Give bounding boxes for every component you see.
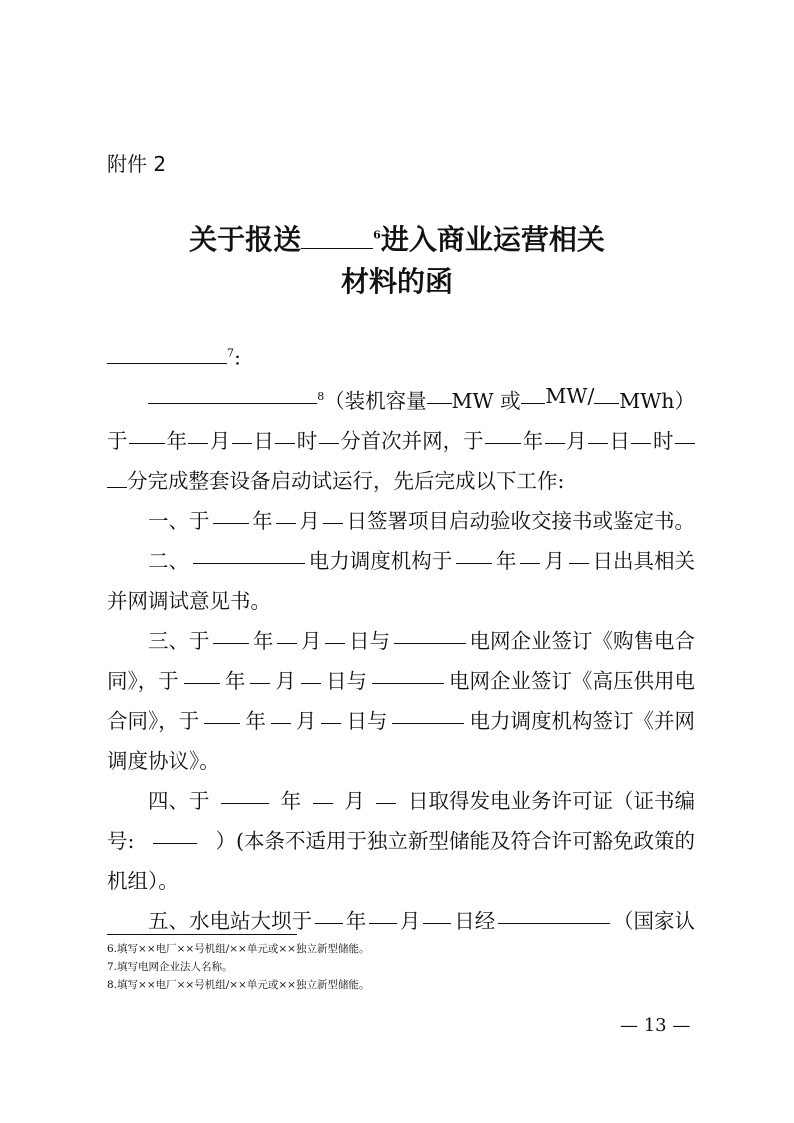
footnote-separator [107, 934, 297, 935]
page-number: — 13 — [620, 1015, 691, 1036]
item-3-cont-3: 调度协议》。 [107, 749, 220, 773]
item-3-cont-1: 同》，于 年 月 日与 电网企业签订《高压供用电 [107, 664, 695, 694]
footnote-7: 7.填写电网企业法人名称。 [107, 961, 233, 973]
item-1: 一、于 年 月 日签署项目启动验收交接书或鉴定书。 [148, 504, 695, 534]
item-3: 三、于 年 月 日与 电网企业签订《购售电合 [148, 624, 695, 654]
footnote-8: 8.填写××电厂××号机组/××单元或××独立新型储能。 [107, 979, 370, 991]
attachment-label: 附件 2 [107, 152, 167, 176]
document-title-line2: 材料的函 [340, 265, 453, 298]
item-5: 五、水电站大坝于 年 月 日经 （国家认 [148, 904, 695, 934]
body-line-1: $^8$（装机容量 MW 或 MW/ MWh） [148, 384, 695, 414]
addressee-line: $^7$: [107, 344, 695, 369]
document-title-line1: 关于报送 $^6$进入商业运营相关 [189, 223, 605, 256]
item-3-cont-2: 合同》，于 年 月 日与 电力调度机构签订《并网 [107, 704, 695, 734]
body-line-3: 分完成整套设备启动试运行，先后完成以下工作: [107, 464, 695, 494]
item-4-cont-1: 号: ）(本条不适用于独立新型储能及符合许可豁免政策的 [107, 824, 695, 854]
item-4-cont-2: 机组）。 [107, 869, 179, 893]
footnote-6: 6.填写××电厂××号机组/××单元或××独立新型储能。 [107, 943, 370, 955]
item-2: 二、 电力调度机构于 年 月 日出具相关 [148, 544, 695, 574]
item-4: 四、于 年 月 日取得发电业务许可证（证书编 [148, 784, 695, 814]
body-line-2: 于 年 月 日 时 分首次并网，于 年 月 日 时 [107, 424, 695, 454]
item-2-cont: 并网调试意见书。 [107, 589, 271, 613]
